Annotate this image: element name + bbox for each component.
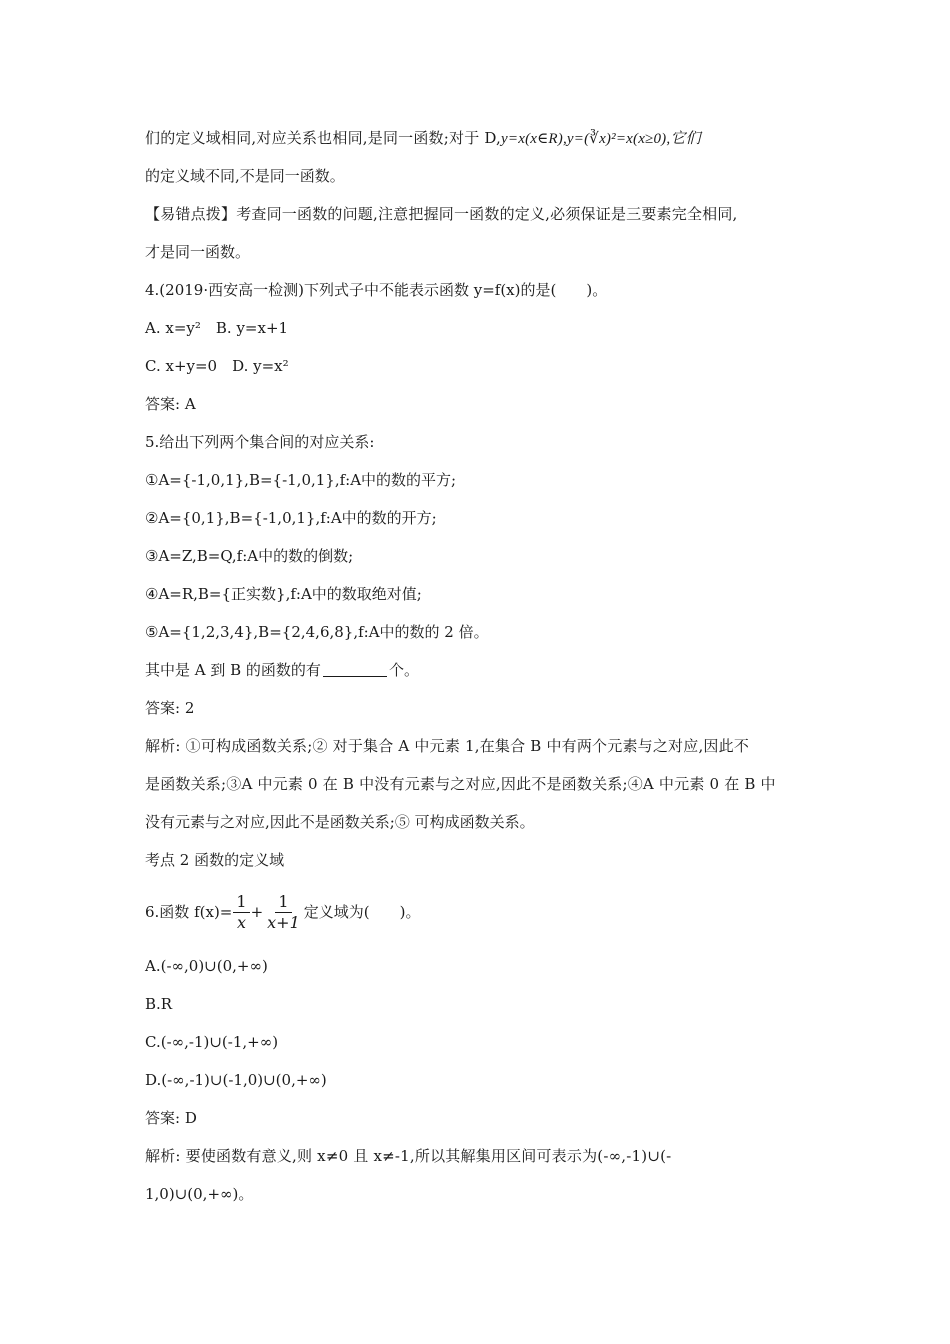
fraction-denominator: x <box>236 912 246 932</box>
text-segment: 们的定义域相同,对应关系也相同,是同一函数;对于 D, <box>145 129 502 147</box>
fraction-numerator: 1 <box>233 893 249 913</box>
question-6-option-d: D.(-∞,-1)∪(-1,0)∪(0,+∞) <box>145 1071 327 1089</box>
question-5-explanation-2: 是函数关系;③A 中元素 0 在 B 中没有元素与之对应,因此不是函数关系;④A 中元素 0 在 B 中 <box>145 775 776 793</box>
text-line: 的定义域不同,不是同一函数。 <box>145 167 345 185</box>
question-5-answer: 答案: 2 <box>145 699 195 717</box>
question-6-explanation-1: 解析: 要使函数有意义,则 x≠0 且 x≠-1,所以其解集用区间可表示为(-∞,-1)∪(- <box>145 1147 672 1165</box>
fraction-2 <box>264 893 303 932</box>
text-segment: 定义域为( )。 <box>303 903 421 921</box>
question-6-option-b: B.R <box>145 995 173 1013</box>
text-segment: 6.函数 f(x)= <box>145 903 233 921</box>
question-4-options-cd: C. x+y=0 D. y=x² <box>145 357 289 375</box>
section-heading: 考点 2 函数的定义域 <box>145 851 285 869</box>
question-6-option-c: C.(-∞,-1)∪(-1,+∞) <box>145 1033 279 1051</box>
text-segment: 个。 <box>388 661 419 679</box>
tip-heading-line: 【易错点拨】考查同一函数的问题,注意把握同一函数的定义,必须保证是三要素完全相同, <box>145 205 738 223</box>
question-5-item-1: ①A={-1,0,1},B={-1,0,1},f:A中的数的平方; <box>145 471 457 489</box>
fraction-numerator: 1 <box>275 893 291 913</box>
question-5-item-4: ④A=R,B={正实数},f:A中的数取绝对值; <box>145 585 422 603</box>
math-expression: y=x(x∈R),y=(∛x)²=x(x≥0),它们 <box>501 131 701 147</box>
question-5-prompt <box>145 659 815 681</box>
question-6-explanation-2: 1,0)∪(0,+∞)。 <box>145 1185 254 1203</box>
question-5-explanation-1: 解析: ①可构成函数关系;② 对于集合 A 中元素 1,在集合 B 中有两个元素与之对应,因此不 <box>145 737 750 755</box>
plus-sign: + <box>250 903 264 921</box>
text-line: 才是同一函数。 <box>145 243 251 261</box>
fraction-denominator: x+1 <box>267 912 300 932</box>
text-segment: 其中是 A 到 B 的函数的有 <box>145 661 321 679</box>
question-4-stem: 4.(2019·西安高一检测)下列式子中不能表示函数 y=f(x)的是( )。 <box>145 281 608 299</box>
question-6-stem <box>145 892 815 932</box>
text-line <box>145 127 815 150</box>
question-6-answer: 答案: D <box>145 1109 197 1127</box>
question-4-options-ab: A. x=y² B. y=x+1 <box>145 319 289 337</box>
question-5-stem: 5.给出下列两个集合间的对应关系: <box>145 433 375 451</box>
question-4-answer: 答案: A <box>145 395 196 413</box>
question-5-item-3: ③A=Z,B=Q,f:A中的数的倒数; <box>145 547 354 565</box>
question-6-option-a: A.(-∞,0)∪(0,+∞) <box>145 957 268 975</box>
question-5-item-5: ⑤A={1,2,3,4},B={2,4,6,8},f:A中的数的 2 倍。 <box>145 623 489 641</box>
question-5-explanation-3: 没有元素与之对应,因此不是函数关系;⑤ 可构成函数关系。 <box>145 813 535 831</box>
question-5-item-2: ②A={0,1},B={-1,0,1},f:A中的数的开方; <box>145 509 437 527</box>
answer-blank <box>323 662 387 677</box>
fraction-1 <box>233 893 249 932</box>
